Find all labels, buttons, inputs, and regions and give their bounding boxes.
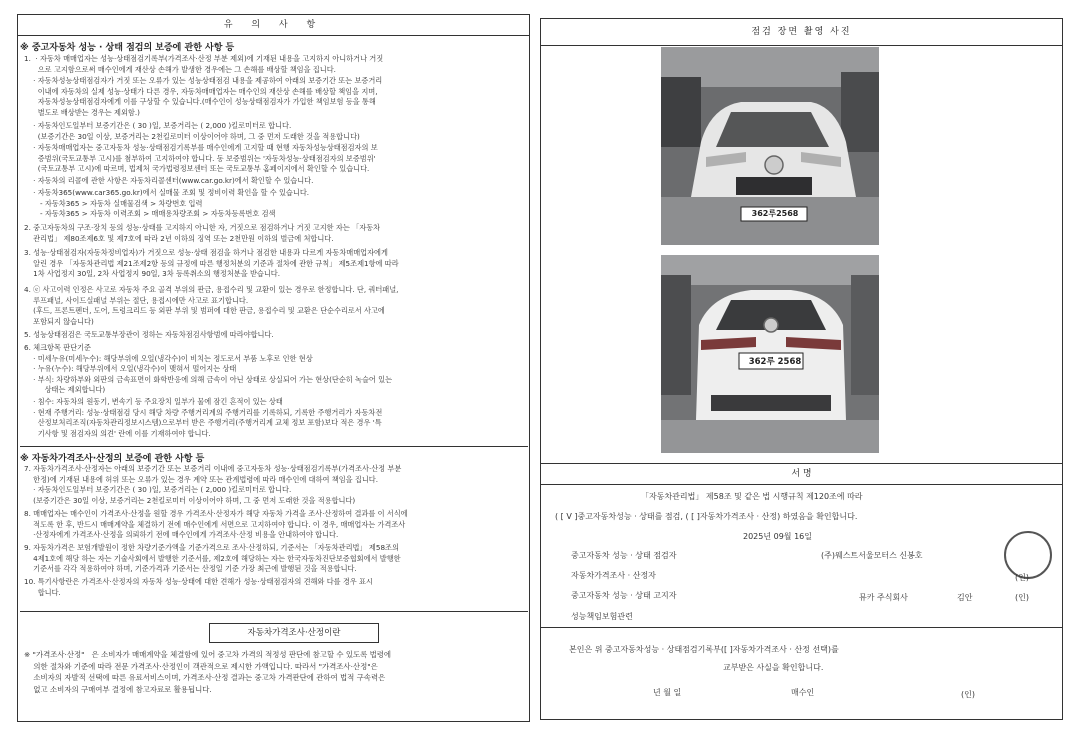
notice-panel (17, 14, 530, 722)
receive-divider (541, 627, 1062, 628)
notice-item-2: 2. 중고자동차의 구조·장치 등의 성능·상태를 고지하지 아니한 자, 거짓으로 점검하거나 거짓 고지한 자는 「자동차 관리법」 제80조제6호 및 제7호에 따라 2년 이하의 징역 또는 2천만원 이하의 벌금에 처합니다. (24, 223, 381, 243)
receive-date: 년 월 일 (653, 688, 682, 697)
notice-item-5: 5. 성능상태점검은 국토교통부장관이 정하는 자동차점검사항범에 따라야합니다. (24, 330, 274, 339)
price-box-text: ※ "가격조사·산정" 은 소비자가 매매계약을 체결함에 있어 중고차 가격의 적정성 판단에 참고할 수 있도록 법령에 의한 절차와 기준에 따라 전문 가격조사·산정인이 객관적으로 제시한 가액입니다. 따라서 "가격조사·산정"은 소비자의 자발적 선택에 따른 유료서비스이며, 가격조사·산정 결과는 중고차 가격판단에 관하여 법적 구속력은 없고 소비자의 구매여부 결정에 참고자료로 활용됩니다. (24, 650, 392, 694)
receiver-label: 매수인 (791, 688, 815, 697)
receive-line-1: 본인은 위 중고자동차성능 · 상태점검기록부([ ]자동차가격조사 · 산정 선택)를 (569, 645, 839, 654)
sign-header: 서 명 (541, 463, 1062, 485)
receive-line-2: 교부받은 사실을 확인합니다. (723, 663, 824, 672)
notice-item-6b: · 침수: 자동차의 원동기, 변속기 등 주요장치 일부가 물에 잠긴 흔적이 있는 상태 · 현재 주행거리: 성능·상태점검 당시 해당 차량 주행거리계의 주행거리를 기록하되, 기록한 주행거리가 자동차전 산정보처리조직(자동차관리정보시스템)으로부터 받은 주행거리(주행거리계 교체 정보 포함)보다 적은 경우 '특 기사항 및 점검자의 의견' 란에 이를 기재하여야 합니다. (33, 397, 383, 438)
notice-item-7: 7. 자동차가격조사·산정자는 아래의 보증기간 또는 보증거리 이내에 중고자동차 성능·상태점검기록부(가격조사·산정 부분 한정)에 기재된 내용에 허위 또는 오류가 있는 경우 계약 또는 관계법령에 따라 매수인에 대하여 책임을 집니다. · 자동차인도일부터 보증기간은 ( 30 )일, 보증거리는 ( 2,000 )킬로미터로 합니다. (보증기간은 30일 이상, 보증거리는 2천킬로미터 이상이어야 하며, 그 중 먼저 도래한 것을 적용합니다) (24, 464, 402, 505)
notifier-seal: (인) (1015, 593, 1029, 602)
section2-title: ※ 자동차가격조사·산정의 보증에 관한 사항 등 (20, 454, 205, 464)
sign-date: 2025년 09월 16일 (743, 532, 812, 541)
section1-title: ※ 중고자동차 성능 · 상태 점검의 보증에 관한 사항 등 (20, 43, 235, 53)
front-plate: 362루2568 (751, 209, 799, 218)
price-assessor-label: 자동차가격조사 · 산정자 (571, 571, 656, 580)
price-assessor-seal: (인) (1015, 573, 1029, 582)
notice-item-1b: · 자동차성능상태점검자가 거짓 또는 오류가 있는 성능상태점검 내용을 제공하여 아래의 보증기간 또는 보증거리 이내에 자동차의 실제 성능·상태가 다른 경우, 자동차매매업자는 매수인의 재산상 손해를 배상할 책임을 지며, 자동차성능상태점검자에게 이를 구상할 수 있습니다.(매수인이 성능상태점검자가 가입한 책임보험 등을 통해 별도로 배상받는 경우는 제외함.) (33, 76, 383, 117)
notice-item-6: 6. 체크항목 판단기준 · 미세누유(미세누수): 해당부위에 오일(냉각수)이 비치는 정도로서 부품 노후로 인한 현상 · 누유(누수): 해당부위에서 오일(냉각수)이 맺혀서 떨어지는 상태 · 부식: 차량하부와 외판의 금속표면이 화학반응에 의해 금속이 아닌 상태로 상실되어 가는 현상(단순히 녹슬어 있는 상태는 제외합니다) (24, 343, 393, 395)
rear-car-photo (661, 255, 879, 453)
photo-header: 점검 장면 촬영 사진 (541, 19, 1062, 46)
receiver-seal: (인) (961, 690, 975, 699)
rear-car-image (661, 255, 879, 453)
photo-sign-panel (540, 18, 1063, 720)
section-divider (20, 446, 528, 447)
notice-item-1d: · 자동차매매업자는 중고자동차 성능·상태점검기록부를 매수인에게 고지할 때 현행 자동차성능상태점검자의 보 증범위(국토교통부 고시)를 첨부하여 고지하여야 합니다. 동 보증범위는 '자동차성능·상태점검자의 보증범위' (국토교통부 고시)에 따르며, 법제처 국가법령정보센터 또는 국토교통부 홈페이지에서 확인할 수 있습니다. (33, 143, 378, 174)
notice-item-10: 10. 특기사항란은 가격조사·산정자의 자동차 성능·상태에 대한 견해가 성능·상태점검자의 견해와 다를 경우 표시 합니다. (24, 577, 373, 597)
price-box-title: 자동차가격조사·산정이란 (209, 623, 379, 643)
notice-item-9: 9. 자동차가격은 보험개발원이 정한 차량기준가액을 기준가격으로 조사·산정하되, 기준서는 「자동차관리법」 제58조의 4제1호에 해당 하는 자는 기술사회에서 발행한 기준서를, 제2호에 해당하는 자는 한국자동차진단보증협회에서 발행한 기준서를 각각 적용하여야 하며, 기준가격과 기준서는 산정일 기준 가장 최근에 발행된 것을 적용합니다. (24, 543, 401, 574)
notice-item-3: 3. 성능·상태점검자(자동차정비업자)가 거짓으로 성능·상태 점검을 하거나 점검한 내용과 다르게 자동차매매업자에게 알린 경우 「자동차관리법 제21조제2항 등의 규정에 따른 행정처분의 기준과 절차에 관한 규칙」 제5조제1항에 따라 1차 사업정지 30일, 2차 사업정지 90일, 3차 등록취소의 행정처분을 받습니다. (24, 248, 399, 279)
notice-item-4: 4. ⓔ 사고이력 인정은 사고로 자동차 주요 골격 부위의 판금, 용접수리 및 교환이 있는 경우로 한정합니다. 단, 쿼터패널, 루프패널, 사이드실패널 부위는 절단, 용접시에만 사고로 표기합니다. (후드, 프론트펜더, 도어, 트렁크리드 등 외판 부위 및 범퍼에 대한 판금, 용접수리 및 교환은 단순수리로서 사고에 포함되지 않습니다) (24, 285, 399, 326)
rear-plate: 362루 2568 (748, 357, 802, 367)
notice-item-1e: · 자동차의 리콜에 관한 사항은 자동차리콜센터(www.car.go.kr)에서 확인할 수 있습니다. (24, 176, 314, 185)
notifier-name: 김안 (957, 593, 973, 602)
notice-item-1a: 1. · 자동차 매매업자는 성능·상태점검기록부(가격조사·산정 부분 제외)에 기재된 내용을 고지하지 아니하거나 거짓 으로 고지함으로써 매수인에게 재산상 손해가 발생한 경우에는 그 손해를 배상할 책임을 집니다. (24, 54, 384, 74)
notice-header: 유 의 사 항 (18, 15, 529, 36)
sign-confirm-line: ( [ V ]중고자동차성능 · 상태를 점검, ( [ ]자동차가격조사 · 산정) 하였음을 확인합니다. (555, 512, 858, 521)
notifier-company: 뮤카 주식회사 (859, 593, 908, 602)
inspector-value: (주)웨스트서울모터스 신봉호 (821, 551, 923, 560)
notice-item-1f: · 자동차365(www.car365.go.kr)에서 실매물 조회 및 정비이력 확인을 할 수 있습니다. - 자동차365 > 자동차 실매물검색 > 차량번호 입력 - 자동차365 > 자동차 이력조회 > 매매용차량조회 > 자동차등록번호 검색 (33, 188, 310, 219)
sign-law-line: 「자동차관리법」 제58조 및 같은 법 시행규칙 제120조에 따라 (641, 492, 863, 501)
box-divider (20, 611, 528, 612)
notifier-label: 중고자동차 성능 · 상태 고지자 (571, 591, 677, 600)
notice-item-8: 8. 매매업자는 매수인이 가격조사·산정을 원할 경우 가격조사·산정자가 해당 자동차 가격을 조사·산정하여 결과를 이 서식에 적도록 한 후, 반드시 매매계약을 체결하기 전에 매수인에게 서면으로 고지하여야 합니다. 이 경우, 매매업자는 가격조사 ·산정자에게 가격조사·산정을 의뢰하기 전에 매수인에게 가격조사·산정 비용을 안내하여야 합니다. (24, 509, 408, 540)
insurance-label: 성능책임보험관련 (571, 612, 633, 621)
notice-item-1c: · 자동차인도일부터 보증기간은 ( 30 )일, 보증거리는 ( 2,000 )킬로미터로 합니다. (보증기간은 30일 이상, 보증거리는 2천킬로미터 이상이어야 하며, 그 중 먼저 도래한 것을 적용합니다) (33, 121, 360, 141)
inspector-label: 중고자동차 성능 · 상태 점검자 (571, 551, 677, 560)
